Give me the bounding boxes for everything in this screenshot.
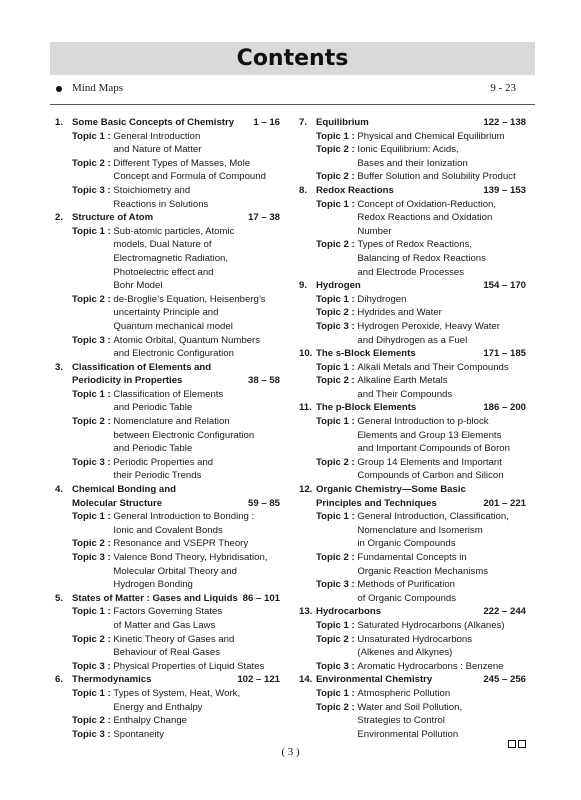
chapter-entry[interactable]	[299, 184, 526, 279]
topic-text-line: their Periodic Trends	[113, 470, 202, 482]
chapter-number: 4.	[55, 484, 64, 496]
topic-entry[interactable]	[299, 687, 526, 701]
topic-label: Topic 1 :	[316, 619, 358, 631]
topic-label: Topic 1 :	[316, 130, 358, 142]
topic-label: Topic 2 :	[72, 416, 114, 428]
topic-text-line: of Organic Compounds	[357, 592, 457, 604]
chapter-number	[299, 497, 316, 511]
chapter-number: 5.	[55, 592, 64, 604]
chapter-title: The s-Block Elements	[316, 348, 416, 360]
topic-text	[113, 633, 280, 660]
topic-label: Topic 2 :	[316, 552, 358, 563]
topic-text	[357, 320, 526, 347]
chapter-title-line	[299, 279, 526, 293]
chapter-title-line	[55, 211, 280, 225]
page-range: 102 – 121	[237, 674, 280, 686]
topic-label: Topic 1 :	[316, 416, 358, 428]
topic-label: Topic 3 :	[72, 552, 114, 563]
topic-entry[interactable]	[299, 374, 526, 401]
topic-entry[interactable]	[55, 293, 280, 334]
chapter-entry[interactable]	[55, 361, 280, 483]
topic-entry[interactable]	[55, 687, 280, 714]
topic-text-line: of Matter and Gas Laws	[113, 619, 216, 631]
topic-text	[357, 415, 526, 456]
page-range: 38 – 58	[247, 375, 280, 387]
page-range: 171 – 185	[483, 348, 526, 360]
topic-text-line: Concept and Formula of Compound	[113, 171, 266, 183]
topic-text-line: Different Types of Masses, Mole	[113, 157, 251, 169]
chapter-title: Redox Reactions	[316, 184, 394, 196]
topic-text	[113, 660, 280, 674]
topic-text	[357, 619, 526, 633]
topic-entry[interactable]	[299, 578, 526, 605]
title-banner	[50, 42, 535, 75]
topic-label: Topic 2 :	[72, 538, 114, 550]
bullet-icon	[56, 86, 62, 92]
chapter-entry[interactable]	[299, 605, 526, 673]
chapter-title: Hydrocarbons	[316, 606, 382, 618]
chapter-title: States of Matter : Gases and Liquids	[72, 592, 238, 604]
topic-label: Topic 2 :	[72, 633, 114, 645]
page-title: Contents	[236, 46, 349, 71]
topic-text	[113, 225, 280, 293]
chapter-title-line	[299, 116, 526, 130]
topic-text-line: and Electronic Configuration	[113, 348, 234, 360]
topic-text-line: Resonance and VSEPR Theory	[113, 538, 249, 550]
page-range: 17 – 38	[247, 212, 280, 224]
topic-label: Topic 3 :	[316, 320, 358, 332]
topic-text-line: Unsaturated Hydrocarbons	[357, 633, 473, 645]
topic-entry[interactable]	[299, 306, 526, 320]
topic-text-line: Group 14 Elements and Important	[357, 456, 502, 468]
chapter-title-line	[55, 116, 280, 130]
topic-text-line: Factors Governing States	[113, 606, 223, 618]
chapter-entry[interactable]	[299, 279, 526, 347]
topic-text-line: Classification of Elements	[113, 388, 224, 400]
topic-label: Topic 2 :	[316, 375, 358, 387]
topic-text-line: and Important Compounds of Boron	[357, 443, 510, 455]
topic-entry[interactable]	[299, 456, 526, 483]
topic-label: Topic 1 :	[316, 687, 358, 699]
topic-text	[357, 551, 526, 578]
topic-text-line: Atmospheric Pollution	[357, 687, 451, 699]
topic-text	[357, 578, 526, 605]
topic-entry[interactable]	[299, 510, 526, 551]
topic-label: Topic 2 :	[72, 715, 114, 727]
topic-label: Topic 2 :	[316, 633, 358, 645]
topic-text	[357, 687, 526, 701]
chapter-number: 10.	[299, 348, 313, 360]
topic-label: Topic 2 :	[316, 171, 358, 183]
topic-text-line: Strategies to Control	[357, 715, 445, 727]
topic-text	[357, 238, 526, 279]
topic-text-line: Stoichiometry and	[113, 184, 191, 196]
topic-text	[113, 334, 280, 361]
topic-text-line: models, Dual Nature of	[113, 239, 212, 251]
topic-text-line: Hydrogen Bonding	[113, 579, 193, 591]
topic-label: Topic 1 :	[316, 293, 358, 305]
topic-text-line: Fundamental Concepts in	[357, 552, 467, 563]
topic-text-line: Alkali Metals and Their Compounds	[357, 361, 509, 373]
topic-label: Topic 1 :	[72, 606, 114, 618]
contents-right-column	[299, 116, 526, 741]
topic-text-line: and Periodic Table	[113, 443, 193, 455]
divider	[50, 104, 535, 105]
topic-text-line: uncertainty Principle and	[113, 307, 219, 319]
topic-label: Topic 2 :	[316, 144, 358, 156]
topic-text-line: Alkaline Earth Metals	[357, 375, 448, 387]
topic-entry[interactable]	[55, 225, 280, 293]
topic-text	[357, 456, 526, 483]
topic-entry[interactable]	[55, 130, 280, 157]
topic-entry[interactable]	[55, 537, 280, 551]
chapter-number: 3.	[55, 361, 64, 373]
chapter-entry[interactable]	[299, 401, 526, 483]
topic-entry[interactable]	[55, 605, 280, 632]
topic-entry[interactable]	[299, 130, 526, 144]
topic-label: Topic 2 :	[316, 307, 358, 319]
chapter-title: Chemical Bonding and	[72, 484, 176, 496]
topic-text-line: Hydrogen Peroxide, Heavy Water	[357, 320, 500, 332]
topic-label: Topic 1 :	[72, 511, 114, 523]
topic-text-line: Physical and Chemical Equilibrium	[357, 130, 505, 142]
topic-entry[interactable]	[55, 633, 280, 660]
topic-text-line: Dihydrogen	[357, 293, 407, 305]
topic-text-line: Electromagnetic Radiation,	[113, 252, 229, 264]
chapter-number: 13.	[299, 606, 313, 618]
page-range: 222 – 244	[483, 606, 526, 618]
topic-text-line: Bohr Model	[113, 280, 163, 292]
chapter-number: 8.	[299, 184, 308, 196]
topic-text-line: Enthalpy Change	[113, 715, 188, 727]
topic-text-line: Concept of Oxidation-Reduction,	[357, 198, 497, 210]
topic-text-line: General Introduction to Bonding :	[113, 511, 255, 523]
topic-label: Topic 2 :	[72, 293, 114, 305]
topic-text-line: Ionic Equilibrium: Acids,	[357, 144, 459, 156]
topic-text	[357, 198, 526, 239]
topic-text-line: Environmental Pollution	[357, 728, 459, 740]
chapter-title-line	[55, 673, 280, 687]
contents-left-column	[55, 116, 280, 741]
topic-text-line: Water and Soil Pollution,	[357, 701, 463, 713]
chapter-title: The p-Block Elements	[316, 402, 417, 414]
chapter-number: 9.	[299, 280, 308, 292]
topic-entry[interactable]	[55, 660, 280, 674]
chapter-title: Molecular Structure	[72, 497, 163, 509]
topic-text-line: and Periodic Table	[113, 402, 193, 414]
topic-entry[interactable]	[299, 415, 526, 456]
topic-text	[357, 361, 526, 375]
topic-label: Topic 1 :	[316, 361, 358, 373]
topic-text-line: Periodic Properties and	[113, 456, 214, 468]
topic-text-line: Molecular Orbital Theory and	[113, 565, 237, 577]
topic-text-line: Elements and Group 13 Elements	[357, 429, 502, 441]
topic-text-line: Methods of Purification	[357, 579, 455, 591]
topic-entry[interactable]	[299, 198, 526, 239]
topic-label: Topic 2 :	[316, 456, 358, 468]
topic-label: Topic 3 :	[316, 579, 358, 591]
topic-label: Topic 3 :	[72, 728, 114, 740]
page-range: 1 – 16	[253, 117, 280, 128]
topic-text-line: Sub-atomic particles, Atomic	[113, 225, 235, 237]
topic-label: Topic 3 :	[72, 334, 114, 346]
chapter-title-line	[55, 497, 280, 511]
topic-label: Topic 3 :	[72, 456, 114, 468]
topic-text-line: and Dihydrogen as a Fuel	[357, 334, 468, 346]
chapter-entry[interactable]	[55, 211, 280, 361]
chapter-number	[55, 497, 72, 511]
topic-text	[357, 143, 526, 170]
chapter-title: Classification of Elements and	[72, 361, 212, 373]
topic-text-line: Redox Reactions and Oxidation	[357, 212, 493, 224]
topic-entry[interactable]	[299, 143, 526, 170]
chapter-entry[interactable]	[55, 592, 280, 674]
topic-entry[interactable]	[299, 293, 526, 307]
topic-text	[357, 701, 526, 742]
chapter-title: Environmental Chemistry	[316, 674, 433, 686]
topic-text	[113, 728, 280, 742]
topic-entry[interactable]	[55, 334, 280, 361]
topic-text	[357, 293, 526, 307]
topic-label: Topic 3 :	[72, 184, 114, 196]
topic-entry[interactable]	[299, 633, 526, 660]
topic-label: Topic 3 :	[72, 660, 114, 672]
page-range: 186 – 200	[483, 402, 526, 414]
topic-text	[357, 660, 526, 674]
topic-entry[interactable]	[55, 388, 280, 415]
topic-text	[113, 293, 280, 334]
topic-text-line: Spontaneity	[113, 728, 165, 740]
topic-text-line: and Nature of Matter	[113, 144, 202, 156]
topic-text-line: and Electrode Processes	[357, 266, 465, 278]
chapter-entry[interactable]	[299, 483, 526, 605]
end-mark-icon	[508, 740, 526, 748]
topic-entry[interactable]	[55, 456, 280, 483]
topic-text-line: Atomic Orbital, Quantum Numbers	[113, 334, 261, 346]
topic-text-line: General Introduction	[113, 130, 201, 142]
topic-text-line: Buffer Solution and Solubility Product	[357, 171, 516, 183]
topic-text-line: Ionic and Covalent Bonds	[113, 524, 223, 536]
topic-text	[113, 388, 280, 415]
page-number: ( 3 )	[281, 746, 300, 758]
page-range: 245 – 256	[483, 674, 526, 686]
chapter-number	[55, 374, 72, 388]
topic-text-line: Quantum mechanical model	[113, 320, 233, 332]
topic-text	[357, 510, 526, 551]
topic-text-line: Valence Bond Theory, Hybridisation,	[113, 552, 268, 563]
topic-label: Topic 1 :	[316, 198, 358, 210]
chapter-number: 2.	[55, 212, 64, 224]
chapter-title-line	[299, 605, 526, 619]
page-range: 122 – 138	[483, 117, 526, 128]
mind-maps-pages: 9 - 23	[490, 82, 516, 94]
chapter-number: 7.	[299, 117, 308, 128]
topic-text-line: Types of System, Heat, Work,	[113, 687, 241, 699]
topic-text	[113, 510, 280, 537]
mind-maps-label: Mind Maps	[72, 82, 124, 94]
topic-entry[interactable]	[299, 660, 526, 674]
topic-text	[113, 537, 280, 551]
topic-label: Topic 2 :	[72, 157, 114, 169]
chapter-title-line	[299, 184, 526, 198]
topic-text	[113, 157, 280, 184]
topic-text-line: Compounds of Carbon and Silicon	[357, 470, 504, 482]
topic-text-line: Types of Redox Reactions,	[357, 239, 473, 251]
chapter-title: Organic Chemistry—Some Basic	[316, 484, 466, 496]
topic-label: Topic 2 :	[316, 701, 358, 713]
chapter-title-line	[299, 673, 526, 687]
topic-text-line: Energy and Enthalpy	[113, 701, 203, 713]
topic-text-line: Saturated Hydrocarbons (Alkanes)	[357, 619, 505, 631]
topic-text	[357, 374, 526, 401]
topic-entry[interactable]	[55, 728, 280, 742]
topic-text-line: Reactions in Solutions	[113, 198, 209, 210]
topic-label: Topic 1 :	[72, 687, 114, 699]
topic-text-line: Kinetic Theory of Gases and	[113, 633, 235, 645]
chapter-title: Hydrogen	[316, 280, 361, 292]
topic-text-line: Number	[357, 225, 392, 237]
topic-text	[357, 170, 526, 184]
topic-text-line: General Introduction to p-block	[357, 416, 489, 428]
chapter-title: Structure of Atom	[72, 212, 154, 224]
chapter-entry[interactable]	[299, 673, 526, 741]
chapter-title: Principles and Techniques	[316, 497, 437, 509]
topic-entry[interactable]	[299, 170, 526, 184]
chapter-title-line	[299, 497, 526, 511]
topic-text-line: Organic Reaction Mechanisms	[357, 565, 489, 577]
page-range: 201 – 221	[483, 497, 526, 509]
topic-text-line: in Organic Compounds	[357, 538, 456, 550]
page-range: 59 – 85	[247, 497, 280, 509]
chapter-title-line	[299, 347, 526, 361]
topic-text	[113, 415, 280, 456]
topic-text-line: Hydrides and Water	[357, 307, 442, 319]
topic-entry[interactable]	[299, 320, 526, 347]
chapter-title-line	[55, 374, 280, 388]
topic-text-line: Nomenclature and Relation	[113, 416, 230, 428]
topic-label: Topic 1 :	[72, 130, 114, 142]
chapter-number: 1.	[55, 117, 64, 128]
chapter-entry[interactable]	[55, 673, 280, 741]
topic-text-line: Photoelectric effect and	[113, 266, 214, 278]
chapter-title-line	[55, 483, 280, 497]
chapter-title-line	[299, 401, 526, 415]
page-range: 154 – 170	[483, 280, 526, 292]
topic-label: Topic 3 :	[316, 660, 358, 672]
page-range: 86 – 101	[242, 592, 280, 604]
chapter-number: 14.	[299, 674, 313, 686]
topic-entry[interactable]	[299, 238, 526, 279]
topic-label: Topic 1 :	[316, 511, 358, 523]
chapter-title: Periodicity in Properties	[72, 375, 183, 387]
chapter-title: Some Basic Concepts of Chemistry	[72, 117, 235, 128]
chapter-title: Thermodynamics	[72, 674, 152, 686]
chapter-number: 6.	[55, 674, 64, 686]
topic-entry[interactable]	[55, 184, 280, 211]
chapter-title-line	[55, 592, 280, 606]
topic-text	[357, 306, 526, 320]
topic-text	[113, 184, 280, 211]
topic-text	[113, 687, 280, 714]
topic-entry[interactable]	[299, 701, 526, 742]
topic-text	[357, 130, 526, 144]
topic-entry[interactable]	[299, 551, 526, 578]
topic-label: Topic 1 :	[72, 225, 114, 237]
topic-text-line: and Their Compounds	[357, 388, 453, 400]
topic-entry[interactable]	[55, 551, 280, 592]
page-range: 139 – 153	[483, 184, 526, 196]
chapter-title-line	[55, 361, 280, 375]
topic-entry[interactable]	[55, 157, 280, 184]
topic-label: Topic 1 :	[72, 388, 114, 400]
topic-text-line: Aromatic Hydrocarbons : Benzene	[357, 660, 504, 672]
mind-maps-entry[interactable]	[56, 82, 522, 98]
chapter-entry[interactable]	[299, 116, 526, 184]
topic-text	[113, 714, 280, 728]
topic-label: Topic 2 :	[316, 239, 358, 251]
topic-entry[interactable]	[55, 415, 280, 456]
topic-text-line: between Electronic Configuration	[113, 429, 255, 441]
chapter-number: 12.	[299, 484, 313, 496]
topic-entry[interactable]	[299, 619, 526, 633]
chapter-entry[interactable]	[55, 116, 280, 211]
topic-text-line: (Alkenes and Alkynes)	[357, 647, 453, 659]
chapter-entry[interactable]	[299, 347, 526, 401]
chapter-title: Equilibrium	[316, 117, 369, 128]
topic-text-line: Behaviour of Real Gases	[113, 647, 221, 659]
topic-entry[interactable]	[299, 361, 526, 375]
topic-entry[interactable]	[55, 510, 280, 537]
topic-text	[113, 551, 280, 592]
chapter-entry[interactable]	[55, 483, 280, 592]
topic-text	[113, 605, 280, 632]
chapter-number: 11.	[299, 402, 312, 414]
topic-text-line: Physical Properties of Liquid States	[113, 660, 265, 672]
topic-text-line: General Introduction, Classification,	[357, 511, 509, 523]
topic-text	[357, 633, 526, 660]
topic-entry[interactable]	[55, 714, 280, 728]
topic-text-line: Nomenclature and Isomerism	[357, 524, 483, 536]
topic-text	[113, 456, 280, 483]
topic-text-line: Bases and their Ionization	[357, 157, 468, 169]
chapter-title-line	[299, 483, 526, 497]
topic-text-line: Balancing of Redox Reactions	[357, 252, 486, 264]
topic-text	[113, 130, 280, 157]
topic-text-line: de-Broglie’s Equation, Heisenberg’s	[113, 293, 266, 305]
